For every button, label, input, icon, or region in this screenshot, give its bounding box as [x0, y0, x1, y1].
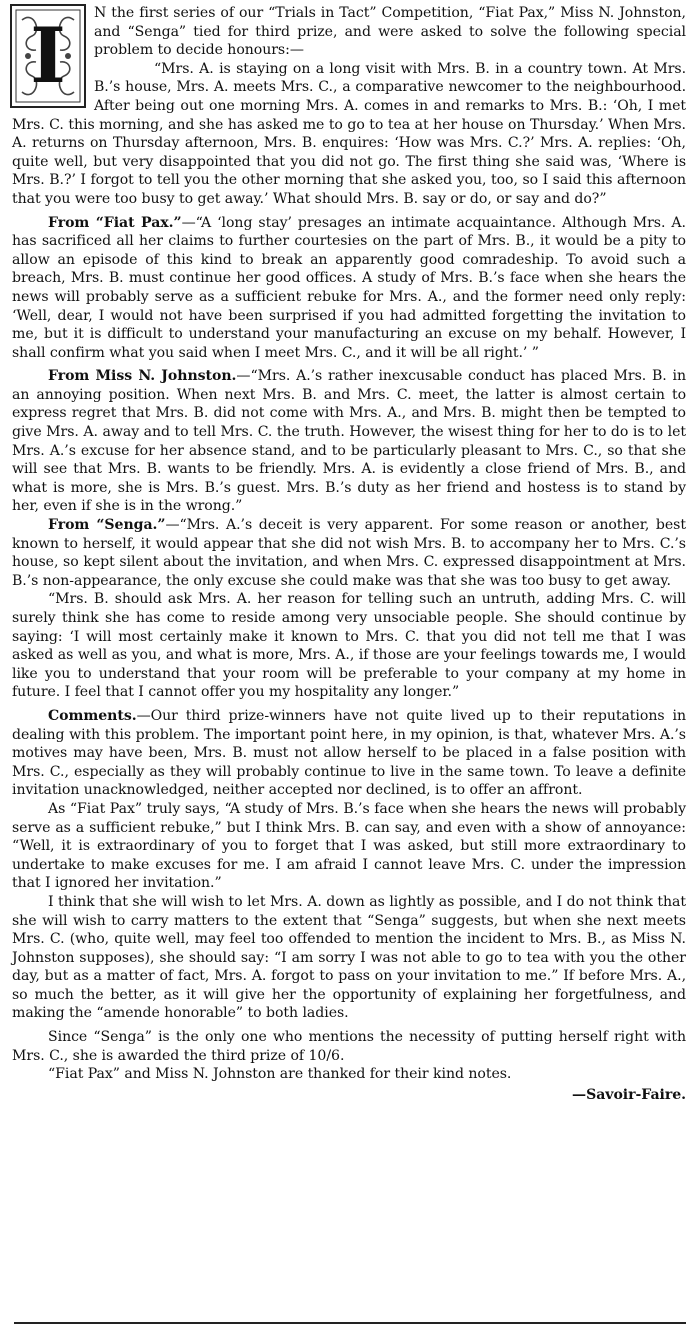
comments-paragraph-2: As “Fiat Pax” truly says, “A study of Mrs. B.’s face when she hears the news will probably serve as a sufficient rebuke,” but I think Mrs. B. can say, and even with a show of annoyance: “Well, it is extraordinary of you to forget that I was asked, but still more extraordinary to undertake to make excuses for me. I am afraid I cannot leave Mrs. C. under the impression that I ignored her invitation.” [12, 800, 686, 892]
comments-paragraph [12, 707, 686, 800]
johnston-answer [12, 367, 686, 516]
senga-answer-continued: “Mrs. B. should ask Mrs. A. her reason for telling such an untruth, adding Mrs. C. will surely think she has come to reside among very unsociable people. She should continue by saying: ‘I will most certainly make it known to Mrs. C. that you did not tell me that I was asked as well as you, and what is more, Mrs. A., if those are your feelings towards me, I would like you to understand that your room will be preferable to your company at my home in future. I feel that I cannot offer you my hospitality any longer.” [12, 591, 686, 701]
comments-paragraph-4: Since “Senga” is the only one who mentions the necessity of putting herself right with Mrs. C., she is awarded the third prize of 10/6. [12, 1029, 686, 1064]
ornamental-drop-cap [10, 4, 86, 108]
fiat-pax-text: —“A ‘long stay’ presages an intimate acquaintance. Although Mrs. A. has sacrificed all her claims to further courtesies on the part of Mrs. B., it would be a pity to allow an episode of this kind to break an apparently good comradeship. To avoid such a breach, Mrs. B. must continue her good offices. A study of Mrs. B.’s face when she hears the news will probably serve as a sufficient rebuke for Mrs. A., and the former need only reply: ‘Well, dear, I would not have been surprised if you had admitted forgetting the invitation to me, but it is difficult to understand your manufacturing an excuse on my behalf. However, I shall confirm what you said when I meet Mrs. C., and it will be all right.’ ” [12, 214, 686, 361]
fiat-pax-answer [12, 214, 686, 363]
fiat-pax-lead: From “Fiat Pax.” [48, 214, 182, 231]
intro-text: N the first series of our “Trials in Tact” Competition, “Fiat Pax,” Miss N. Johnston, and “Senga” tied for third prize, and were asked to solve the following special problem to decide honours:— [94, 5, 686, 59]
signature: —Savoir-Faire. [572, 1086, 686, 1103]
problem-statement: “Mrs. A. is staying on a long visit with Mrs. B. in a country town. At Mrs. B.’s house, Mrs. A. meets Mrs. C., a comparative newcomer to the neighbourhood. After being out one morning Mrs. A. comes in and remarks to Mrs. B.: ‘Oh, I met Mrs. C. this morning, and she has asked me to go to tea at her house on Thursday.’ When Mrs. A. returns on Thursday afternoon, Mrs. B. enquires: ‘How was Mrs. C.?’ Mrs. A. replies: ‘Oh, quite well, but very disappointed that you did not go. The first thing she said was, ‘Where is Mrs. B.?’ I forgot to tell you the other morning that she asked you, too, so I said this afternoon that you were too busy to get away.’ What should Mrs. B. say or do, or say and do?” [12, 60, 686, 207]
johnston-lead: From Miss N. Johnston. [48, 368, 237, 385]
comments-paragraph-5: “Fiat Pax” and Miss N. Johnston are thanked for their kind notes. [48, 1066, 512, 1083]
drop-cap-letter: I [30, 11, 66, 100]
bottom-rule [14, 1322, 686, 1324]
comments-lead: Comments. [48, 707, 137, 724]
senga-answer [12, 516, 686, 590]
comments-paragraph-3: I think that she will wish to let Mrs. A. down as lightly as possible, and I do not think that she will wish to carry matters to the extent that “Senga” suggests, but when she next meets Mrs. C. (who, quite well, may feel too offended to mention the incident to Mrs. B., as Miss N. Johnston supposes), she should say: “I am sorry I was not able to go to tea with you the other day, but as a matter of fact, Mrs. A. forgot to pass on your invitation to me.” If before Mrs. A., so much the better, as it will give her the opportunity of explaining her forgetfulness, and making the “amende honorable” to both ladies. [12, 893, 686, 1022]
senga-text: —“Mrs. A.’s deceit is very apparent. For some reason or another, best known to herself, it would appear that she did not wish Mrs. B. to accompany her to Mrs. C.’s house, so kept silent about the invitation, and when Mrs. C. expressed disappointment at Mrs. B.’s non-appearance, the only excuse she could make was that she was too busy to get away. [12, 517, 686, 589]
intro-paragraph [12, 4, 686, 100]
comments-text: —Our third prize-winners have not quite lived up to their reputations in dealing with this problem. The important point here, in my opinion, is that, whatever Mrs. A.’s motives may have been, Mrs. B. must not allow herself to be placed in a false position with Mrs. C., especially as they will probably continue to live in the same town. To leave a definite invitation unacknowledged, neither accepted nor declined, is to offer an affront. [12, 707, 686, 799]
senga-lead: From “Senga.” [48, 517, 166, 534]
johnston-text: —“Mrs. A.’s rather inexcusable conduct has placed Mrs. B. in an annoying position. When next Mrs. B. and Mrs. C. meet, the latter is almost certain to express regret that Mrs. B. did not come with Mrs. A., and Mrs. B. might then be tempted to give Mrs. A. away and to tell Mrs. C. the truth. However, the wisest thing for her to do is to let Mrs. A.’s excuse for her absence stand, and to be particularly pleasant to Mrs. C., so that she will see that Mrs. B. wants to be friendly. Mrs. A. is evidently a close friend of Mrs. B., and what is more, she is Mrs. B.’s guest. Mrs. B.’s duty as her friend and hostess is to stand by her, even if she is in the wrong.” [12, 368, 686, 515]
